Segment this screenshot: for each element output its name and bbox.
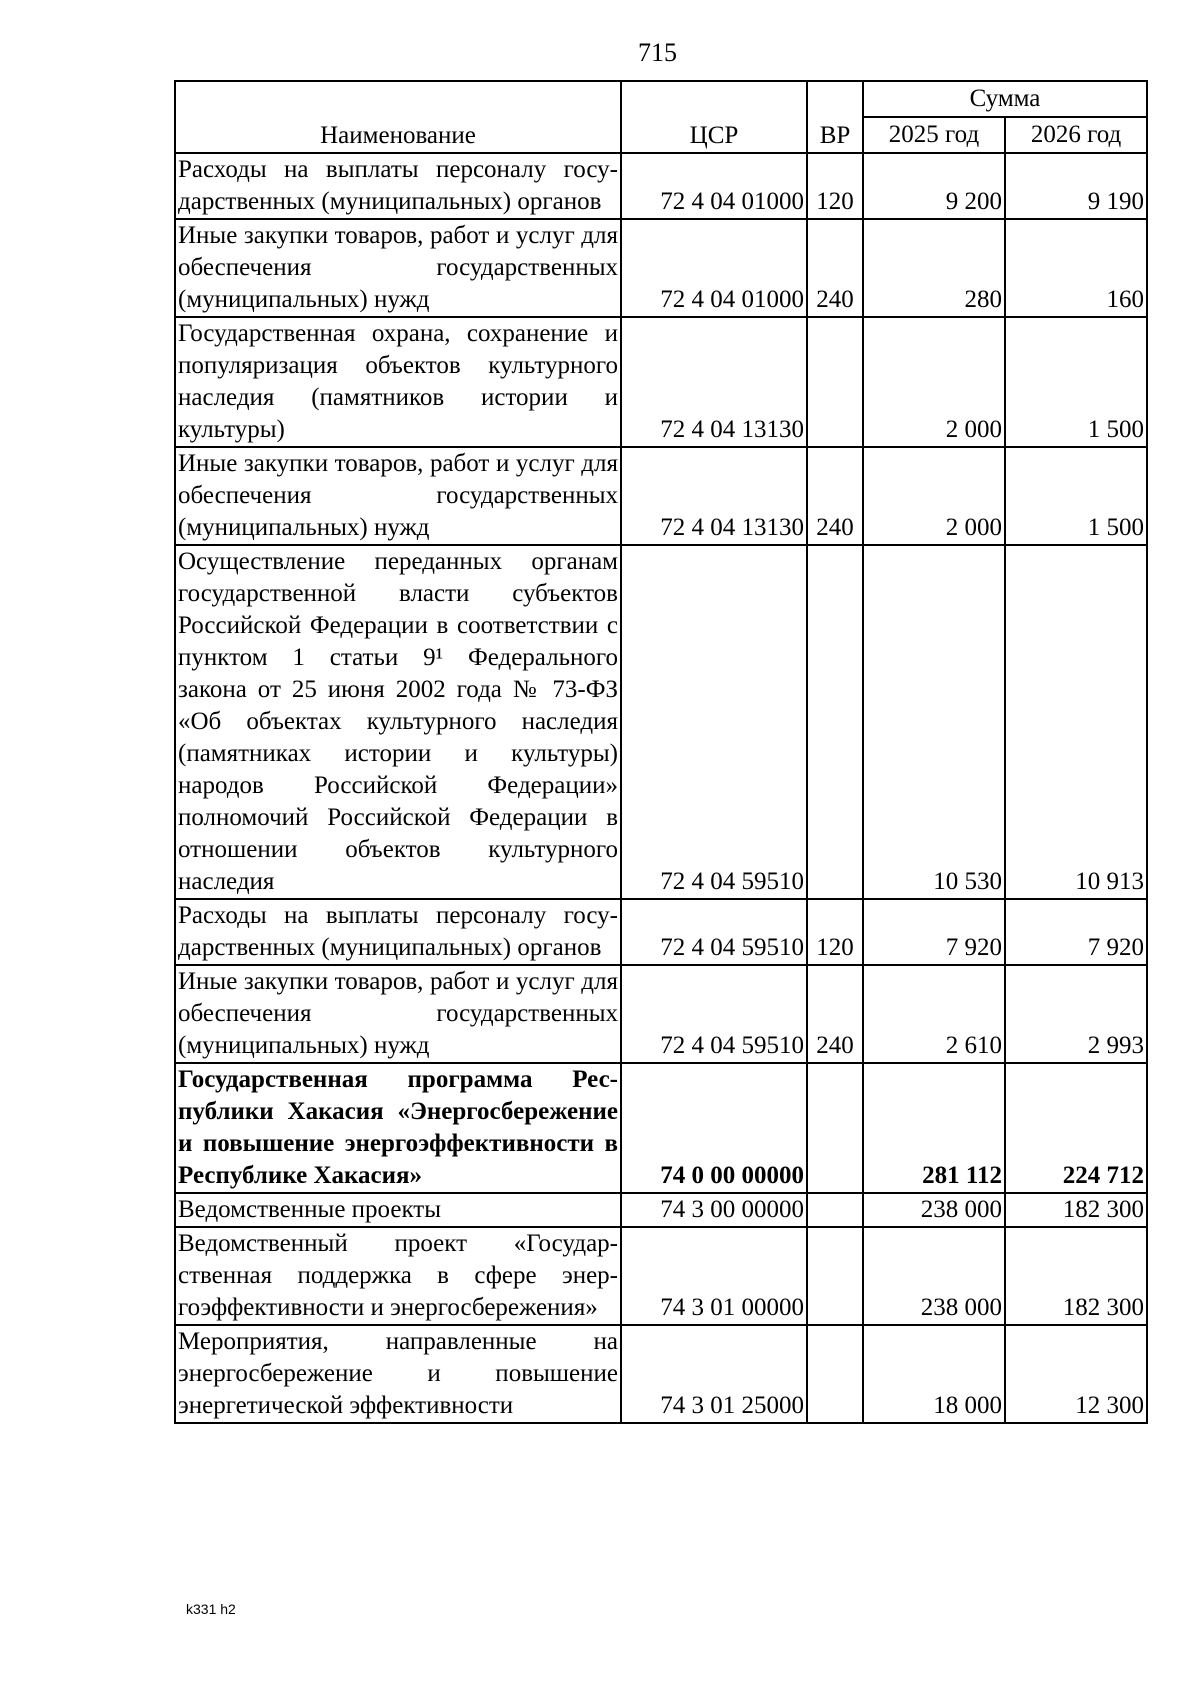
table-row — [175, 219, 1147, 317]
row-name-cell: Ведомственные проекты — [175, 1193, 621, 1227]
row-2025-cell: 2 000 — [863, 317, 1005, 447]
footer-code: k331 h2 — [186, 1601, 236, 1617]
table-row — [175, 317, 1147, 447]
row-name-cell: Расходы на выплаты персоналу государственных (муниципальных) органов — [175, 899, 621, 965]
table-body — [175, 153, 1147, 1423]
row-csr-cell: 74 3 01 00000 — [621, 1227, 807, 1325]
row-vr-cell: 240 — [807, 965, 863, 1063]
table-row — [175, 153, 1147, 219]
row-name-cell: Ведомственный проект «Государственная поддержка в сфере энергоэффективности и энергосбережения» — [175, 1227, 621, 1325]
row-csr-cell: 74 0 00 00000 — [621, 1063, 807, 1193]
table-row — [175, 447, 1147, 545]
row-2025-cell: 238 000 — [863, 1193, 1005, 1227]
row-2025-cell: 280 — [863, 219, 1005, 317]
row-vr-cell: 120 — [807, 899, 863, 965]
row-2025-cell: 18 000 — [863, 1325, 1005, 1423]
row-name-cell: Иные закупки товаров, работ и услуг для обеспечения государственных (муниципальных) нужд — [175, 219, 621, 317]
row-csr-cell: 72 4 04 13130 — [621, 317, 807, 447]
row-vr-cell — [807, 545, 863, 899]
row-name-cell: Расходы на выплаты персоналу государственных (муниципальных) органов — [175, 153, 621, 219]
row-name-cell: Иные закупки товаров, работ и услуг для обеспечения государственных (муниципальных) нужд — [175, 447, 621, 545]
row-csr-cell: 72 4 04 59510 — [621, 899, 807, 965]
row-2025-cell: 10 530 — [863, 545, 1005, 899]
row-vr-cell — [807, 317, 863, 447]
table-row — [175, 899, 1147, 965]
header-year-2025: 2025 год — [863, 117, 1005, 153]
table-row — [175, 1227, 1147, 1325]
row-2025-cell: 2 000 — [863, 447, 1005, 545]
row-csr-cell: 74 3 01 25000 — [621, 1325, 807, 1423]
table-row — [175, 545, 1147, 899]
row-name-cell: Осуществление переданных органам государственной власти субъектов Российской Федерации в соответствии с пунктом 1 статьи 9¹ Федерального закона от 25 июня 2002 года № 73-ФЗ «Об объектах культурного наследия (памятниках истории и культуры) народов Российской Федерации» полномочий Российской Федерации в отношении объектов культурного наследия — [175, 545, 621, 899]
row-2026-cell: 182 300 — [1005, 1227, 1147, 1325]
row-2026-cell: 7 920 — [1005, 899, 1147, 965]
row-2025-cell: 281 112 — [863, 1063, 1005, 1193]
budget-table — [174, 80, 1148, 1424]
row-csr-cell: 72 4 04 13130 — [621, 447, 807, 545]
row-2026-cell: 10 913 — [1005, 545, 1147, 899]
row-name-cell: Мероприятия, направленные на энергосбережение и повышение энергетической эффективности — [175, 1325, 621, 1423]
row-vr-cell: 240 — [807, 447, 863, 545]
row-csr-cell: 72 4 04 01000 — [621, 219, 807, 317]
row-vr-cell: 240 — [807, 219, 863, 317]
row-2026-cell: 1 500 — [1005, 317, 1147, 447]
row-vr-cell: 120 — [807, 153, 863, 219]
row-2025-cell: 238 000 — [863, 1227, 1005, 1325]
row-vr-cell — [807, 1325, 863, 1423]
header-year-2026: 2026 год — [1005, 117, 1147, 153]
row-2026-cell: 182 300 — [1005, 1193, 1147, 1227]
row-csr-cell: 74 3 00 00000 — [621, 1193, 807, 1227]
row-vr-cell — [807, 1193, 863, 1227]
header-sum: Сумма — [863, 81, 1147, 117]
page-number: 715 — [638, 38, 677, 67]
row-2025-cell: 7 920 — [863, 899, 1005, 965]
table-header — [175, 81, 1147, 153]
row-2025-cell: 2 610 — [863, 965, 1005, 1063]
header-csr: ЦСР — [621, 81, 807, 153]
row-csr-cell: 72 4 04 01000 — [621, 153, 807, 219]
row-2026-cell: 12 300 — [1005, 1325, 1147, 1423]
row-name-cell: Иные закупки товаров, работ и услуг для обеспечения государственных (муниципальных) нужд — [175, 965, 621, 1063]
row-name-cell: Государственная охрана, сохранение и популяризация объектов культурного наследия (памятников истории и культуры) — [175, 317, 621, 447]
table-row — [175, 1063, 1147, 1193]
table-row — [175, 965, 1147, 1063]
header-vr: ВР — [807, 81, 863, 153]
row-vr-cell — [807, 1227, 863, 1325]
row-2025-cell: 9 200 — [863, 153, 1005, 219]
row-csr-cell: 72 4 04 59510 — [621, 545, 807, 899]
row-2026-cell: 1 500 — [1005, 447, 1147, 545]
row-2026-cell: 160 — [1005, 219, 1147, 317]
row-name-cell: Государственная программа Республики Хакасия «Энергосбережение и повышение энергоэффективности в Республике Хакасия» — [175, 1063, 621, 1193]
table-row — [175, 1193, 1147, 1227]
row-csr-cell: 72 4 04 59510 — [621, 965, 807, 1063]
row-2026-cell: 224 712 — [1005, 1063, 1147, 1193]
table-row — [175, 1325, 1147, 1423]
row-vr-cell — [807, 1063, 863, 1193]
row-2026-cell: 9 190 — [1005, 153, 1147, 219]
header-name: Наименование — [175, 81, 621, 153]
row-2026-cell: 2 993 — [1005, 965, 1147, 1063]
